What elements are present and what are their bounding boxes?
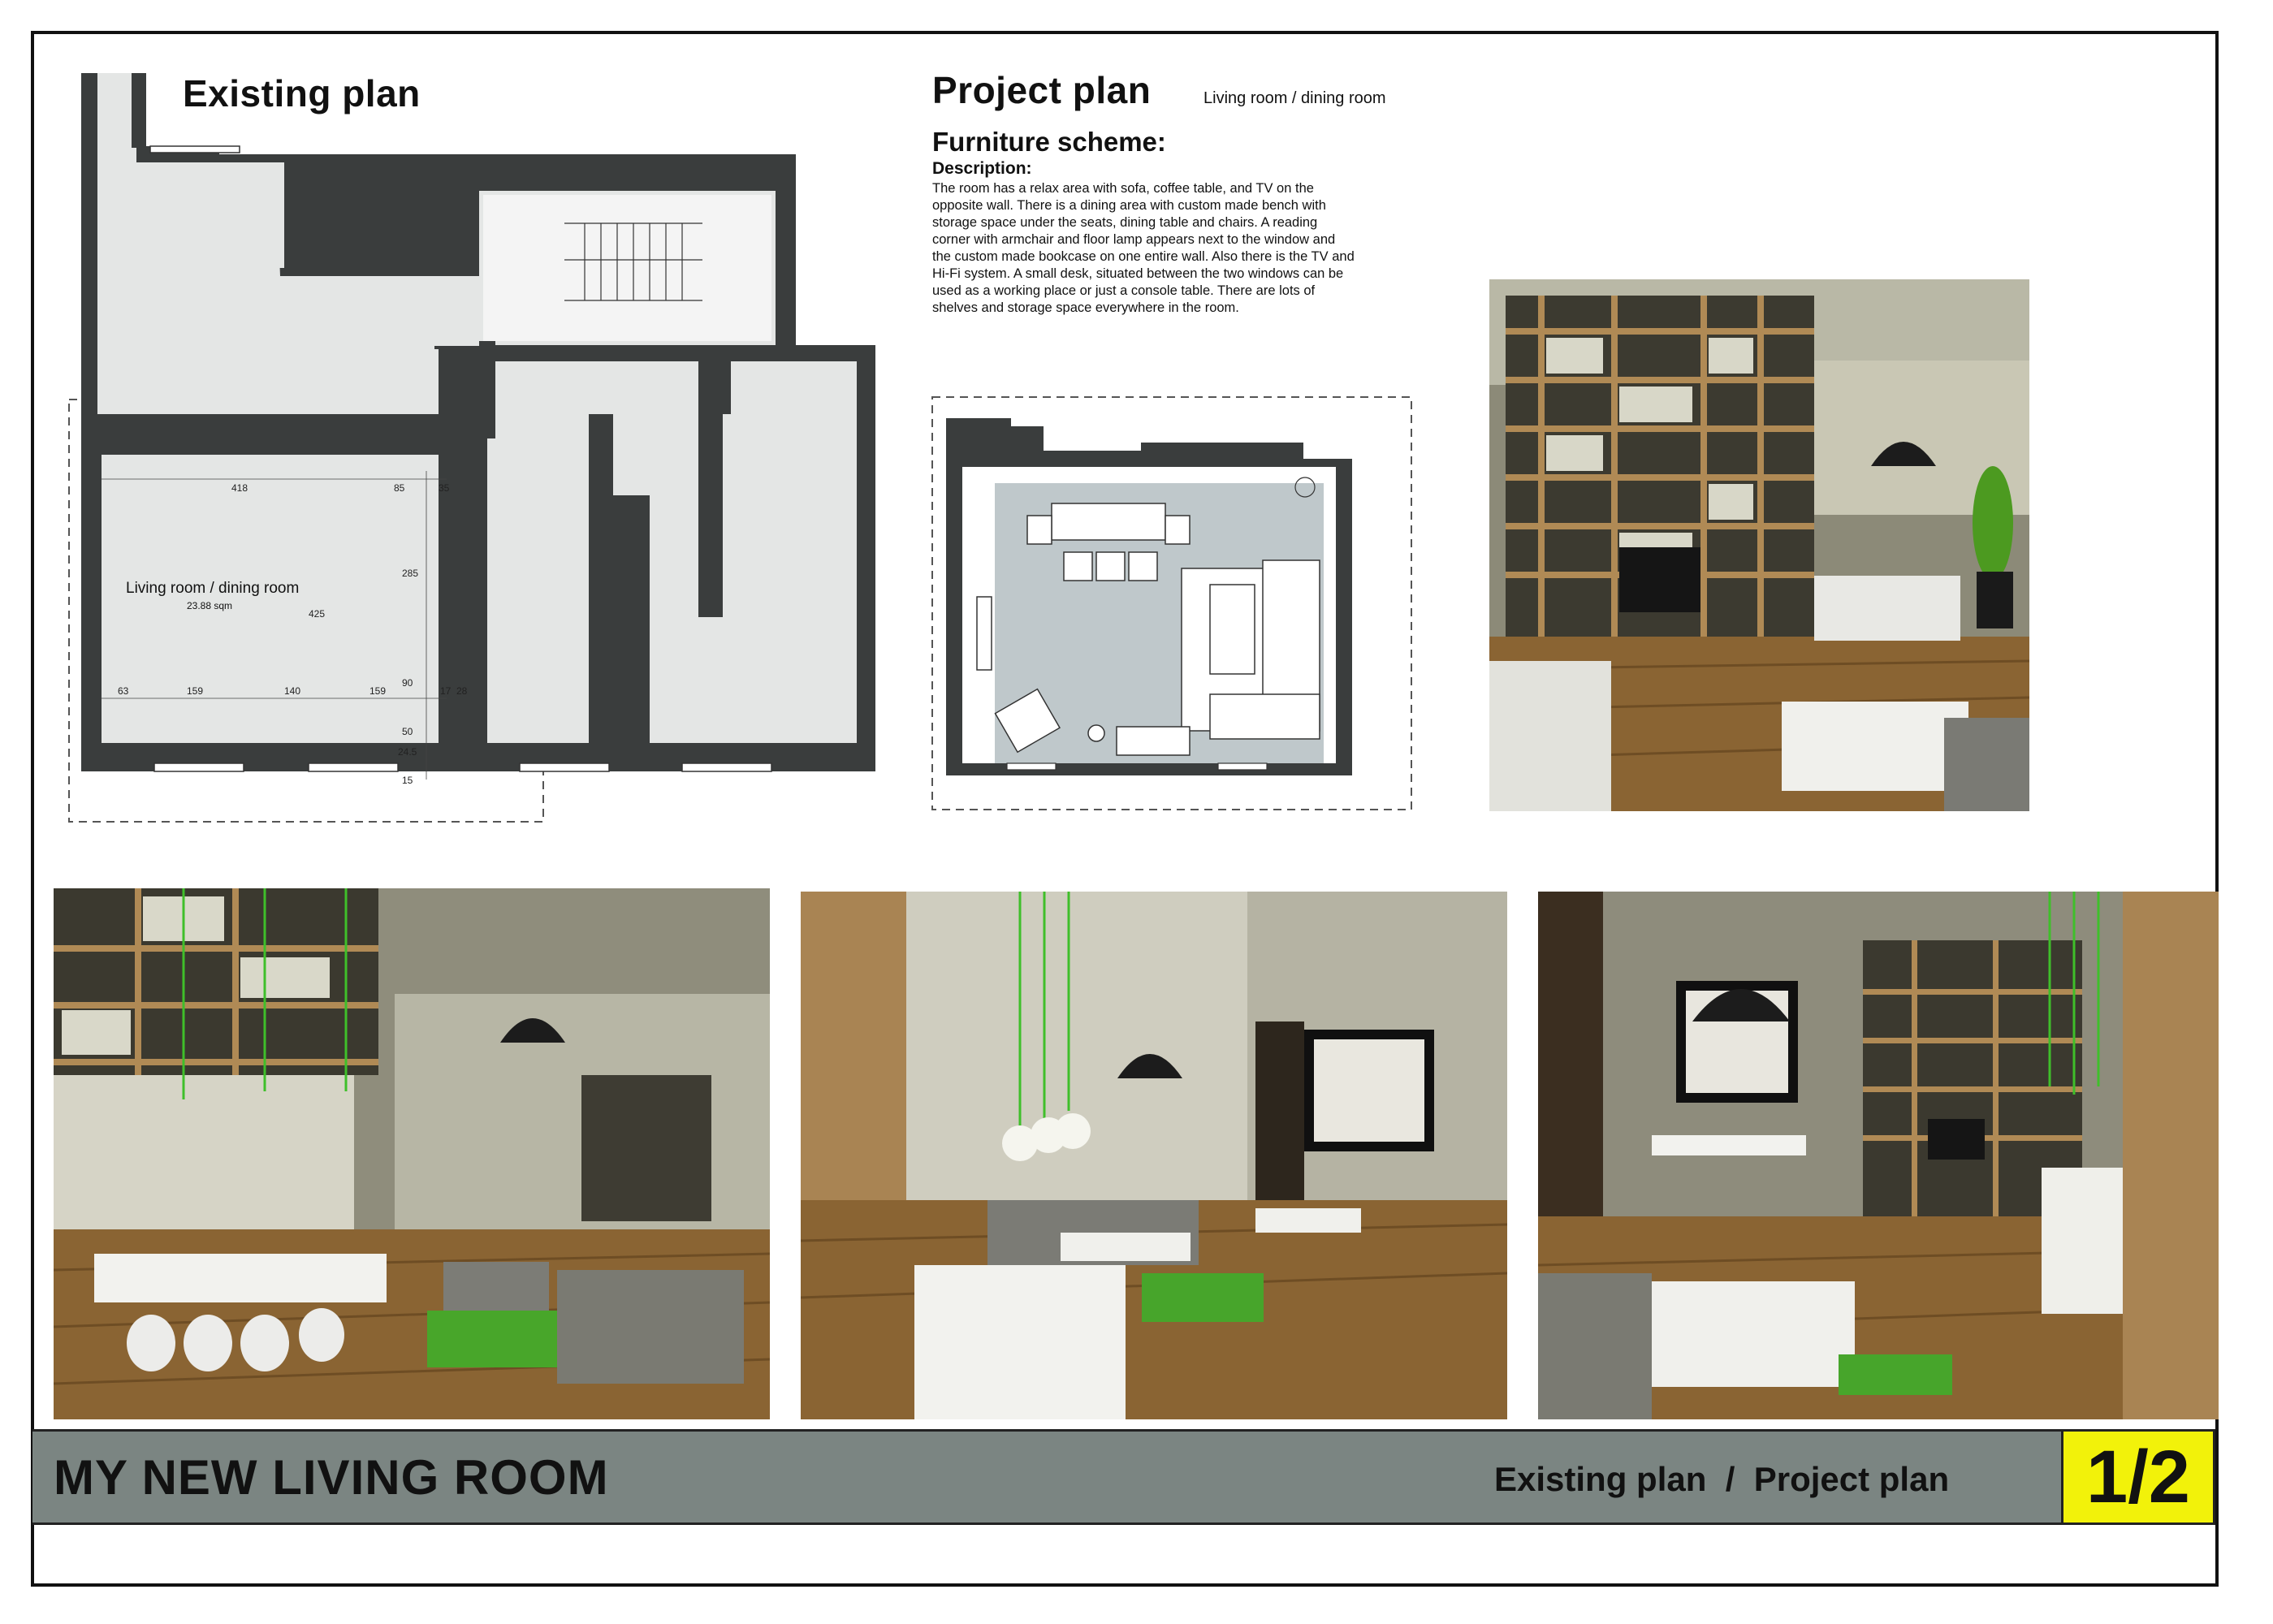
svg-text:63: 63 xyxy=(118,685,129,697)
existing-plan-title: Existing plan xyxy=(183,72,421,114)
svg-text:17: 17 xyxy=(440,685,452,697)
render-sofa-view xyxy=(801,892,1507,1419)
render-dining-view xyxy=(54,888,770,1419)
svg-text:425: 425 xyxy=(309,608,326,620)
svg-text:159: 159 xyxy=(187,685,204,697)
project-plan-subtitle: Living room / dining room xyxy=(1203,89,1386,107)
svg-text:85: 85 xyxy=(394,482,405,494)
footer-title: MY NEW LIVING ROOM xyxy=(54,1450,609,1505)
existing-floor-plan xyxy=(65,65,885,828)
render-bookcase-view xyxy=(1489,279,2029,811)
description-title: Description: xyxy=(932,159,1032,178)
svg-text:24.5: 24.5 xyxy=(398,746,417,758)
svg-text:418: 418 xyxy=(231,482,248,494)
project-plan-title: Project plan xyxy=(932,69,1152,111)
svg-text:50: 50 xyxy=(402,726,413,737)
svg-text:28: 28 xyxy=(456,685,468,697)
svg-text:159: 159 xyxy=(369,685,387,697)
page-number-badge: 1/2 xyxy=(2061,1429,2215,1525)
render-window-view xyxy=(1538,892,2219,1419)
svg-text:90: 90 xyxy=(402,677,413,689)
footer-subtitle: Existing plan / Project plan xyxy=(1494,1460,1950,1498)
svg-text:15: 15 xyxy=(402,775,413,786)
furniture-scheme-title: Furniture scheme: xyxy=(932,127,1166,157)
svg-text:35: 35 xyxy=(439,482,450,494)
project-floor-plan xyxy=(930,394,1417,816)
svg-text:140: 140 xyxy=(284,685,301,697)
svg-text:Living room / dining room: Living room / dining room xyxy=(126,580,300,597)
svg-text:285: 285 xyxy=(402,568,419,579)
description-text: The room has a relax area with sofa, coffee table, and TV on the opposite wall. There is a dining area with custom made bench with storage space under the seats, dining table and chairs. A reading corner with armchair and floor lamp appears next to the window and the custom made bookcase on one entire wall. Also there is the TV and Hi-Fi system. A small desk, situated between the two windows can be used as a working place or just a console table. There are lots of shelves and storage space everywhere in the room. xyxy=(932,181,1355,315)
svg-text:23.88 sqm: 23.88 sqm xyxy=(187,600,233,611)
